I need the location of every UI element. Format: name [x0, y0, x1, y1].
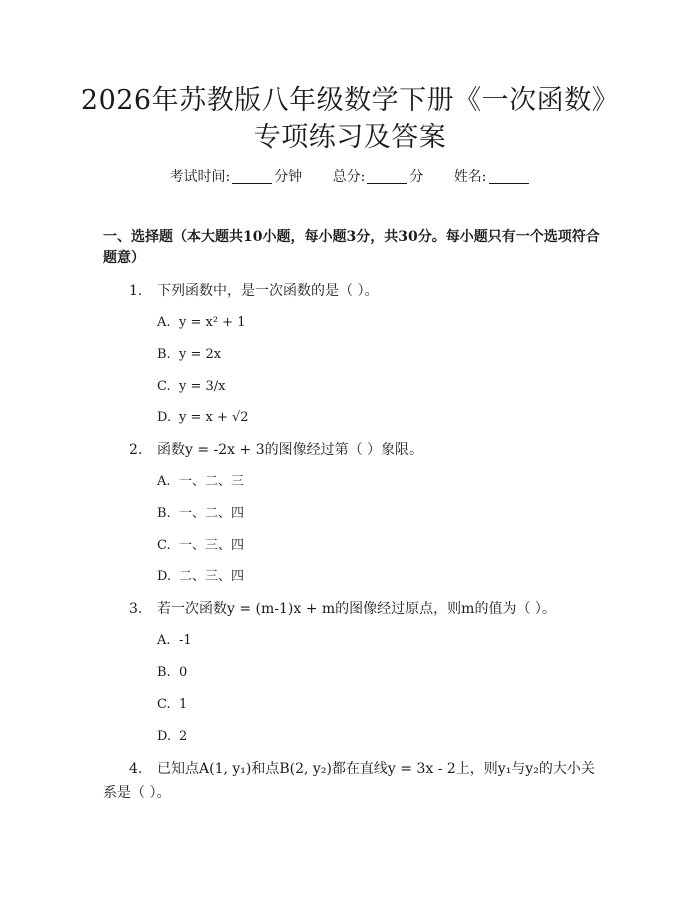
option-text: y = x + √2	[179, 410, 249, 425]
option-text: 一、三、四	[179, 538, 245, 553]
option-1d	[157, 408, 249, 428]
student-name-blank[interactable]	[489, 169, 529, 184]
option-letter: C.	[157, 379, 171, 394]
option-1a	[157, 313, 245, 333]
option-3b	[157, 663, 187, 683]
exam-time-label: 考试时间:	[169, 169, 231, 185]
total-score-field	[333, 167, 424, 187]
question-3	[129, 597, 599, 621]
question-1	[129, 279, 599, 303]
option-letter: A.	[157, 474, 171, 489]
exam-time-unit: 分钟	[274, 169, 303, 185]
question-text: 若一次函数y = (m-1)x + m的图像经过原点，则m的值为（ ）。	[157, 601, 556, 617]
exam-meta	[0, 167, 700, 187]
option-2b	[157, 504, 244, 524]
exam-time-blank[interactable]	[232, 169, 272, 184]
option-2c	[157, 536, 244, 556]
option-letter: C.	[157, 697, 171, 712]
option-text: y = x² + 1	[179, 315, 246, 330]
option-text: y = 2x	[179, 347, 222, 362]
title-line-2: 专项练习及答案	[253, 122, 447, 153]
option-text: -1	[179, 633, 192, 648]
exam-time-field	[169, 167, 302, 187]
total-score-label: 总分:	[332, 169, 366, 185]
student-name-field	[454, 167, 531, 187]
option-text: 2	[179, 729, 188, 744]
question-number: 3.	[129, 601, 143, 617]
option-text: 二、三、四	[179, 569, 245, 584]
question-number: 4.	[129, 761, 143, 777]
option-1b	[157, 345, 221, 365]
option-letter: B.	[157, 347, 171, 362]
section-heading: 一、选择题（本大题共10小题，每小题3分，共30分。每小题只有一个选项符合题意）	[103, 229, 600, 266]
question-text: 已知点A(1, y₁)和点B(2, y₂)都在直线y = 3x - 2上，则y₁与y₂的大小关系是（ ）。	[103, 761, 595, 801]
question-4	[103, 757, 603, 805]
option-text: y = 3/x	[179, 379, 226, 394]
option-text: 0	[179, 665, 188, 680]
option-3a	[157, 631, 192, 651]
total-score-blank[interactable]	[367, 169, 407, 184]
question-text: 下列函数中，是一次函数的是（ ）。	[157, 283, 379, 299]
total-score-unit: 分	[409, 169, 424, 185]
option-letter: B.	[157, 665, 171, 680]
option-letter: A.	[157, 633, 171, 648]
option-letter: D.	[157, 729, 172, 744]
question-number: 1.	[129, 283, 143, 299]
option-text: 1	[179, 697, 188, 712]
option-3d	[157, 727, 187, 747]
option-text: 一、二、三	[179, 474, 245, 489]
option-letter: D.	[157, 410, 172, 425]
option-2a	[157, 472, 244, 492]
question-number: 2.	[129, 442, 143, 458]
student-name-label: 姓名:	[453, 169, 487, 185]
option-3c	[157, 695, 187, 715]
title-line-1: 2026年苏教版八年级数学下册《一次函数》	[80, 85, 620, 116]
option-1c	[157, 377, 225, 397]
option-2d	[157, 567, 244, 587]
option-letter: C.	[157, 538, 171, 553]
option-letter: B.	[157, 506, 171, 521]
option-text: 一、二、四	[179, 506, 245, 521]
question-text: 函数y = -2x + 3的图像经过第（ ）象限。	[157, 442, 424, 458]
question-2	[129, 438, 599, 462]
option-letter: A.	[157, 315, 171, 330]
option-letter: D.	[157, 569, 172, 584]
